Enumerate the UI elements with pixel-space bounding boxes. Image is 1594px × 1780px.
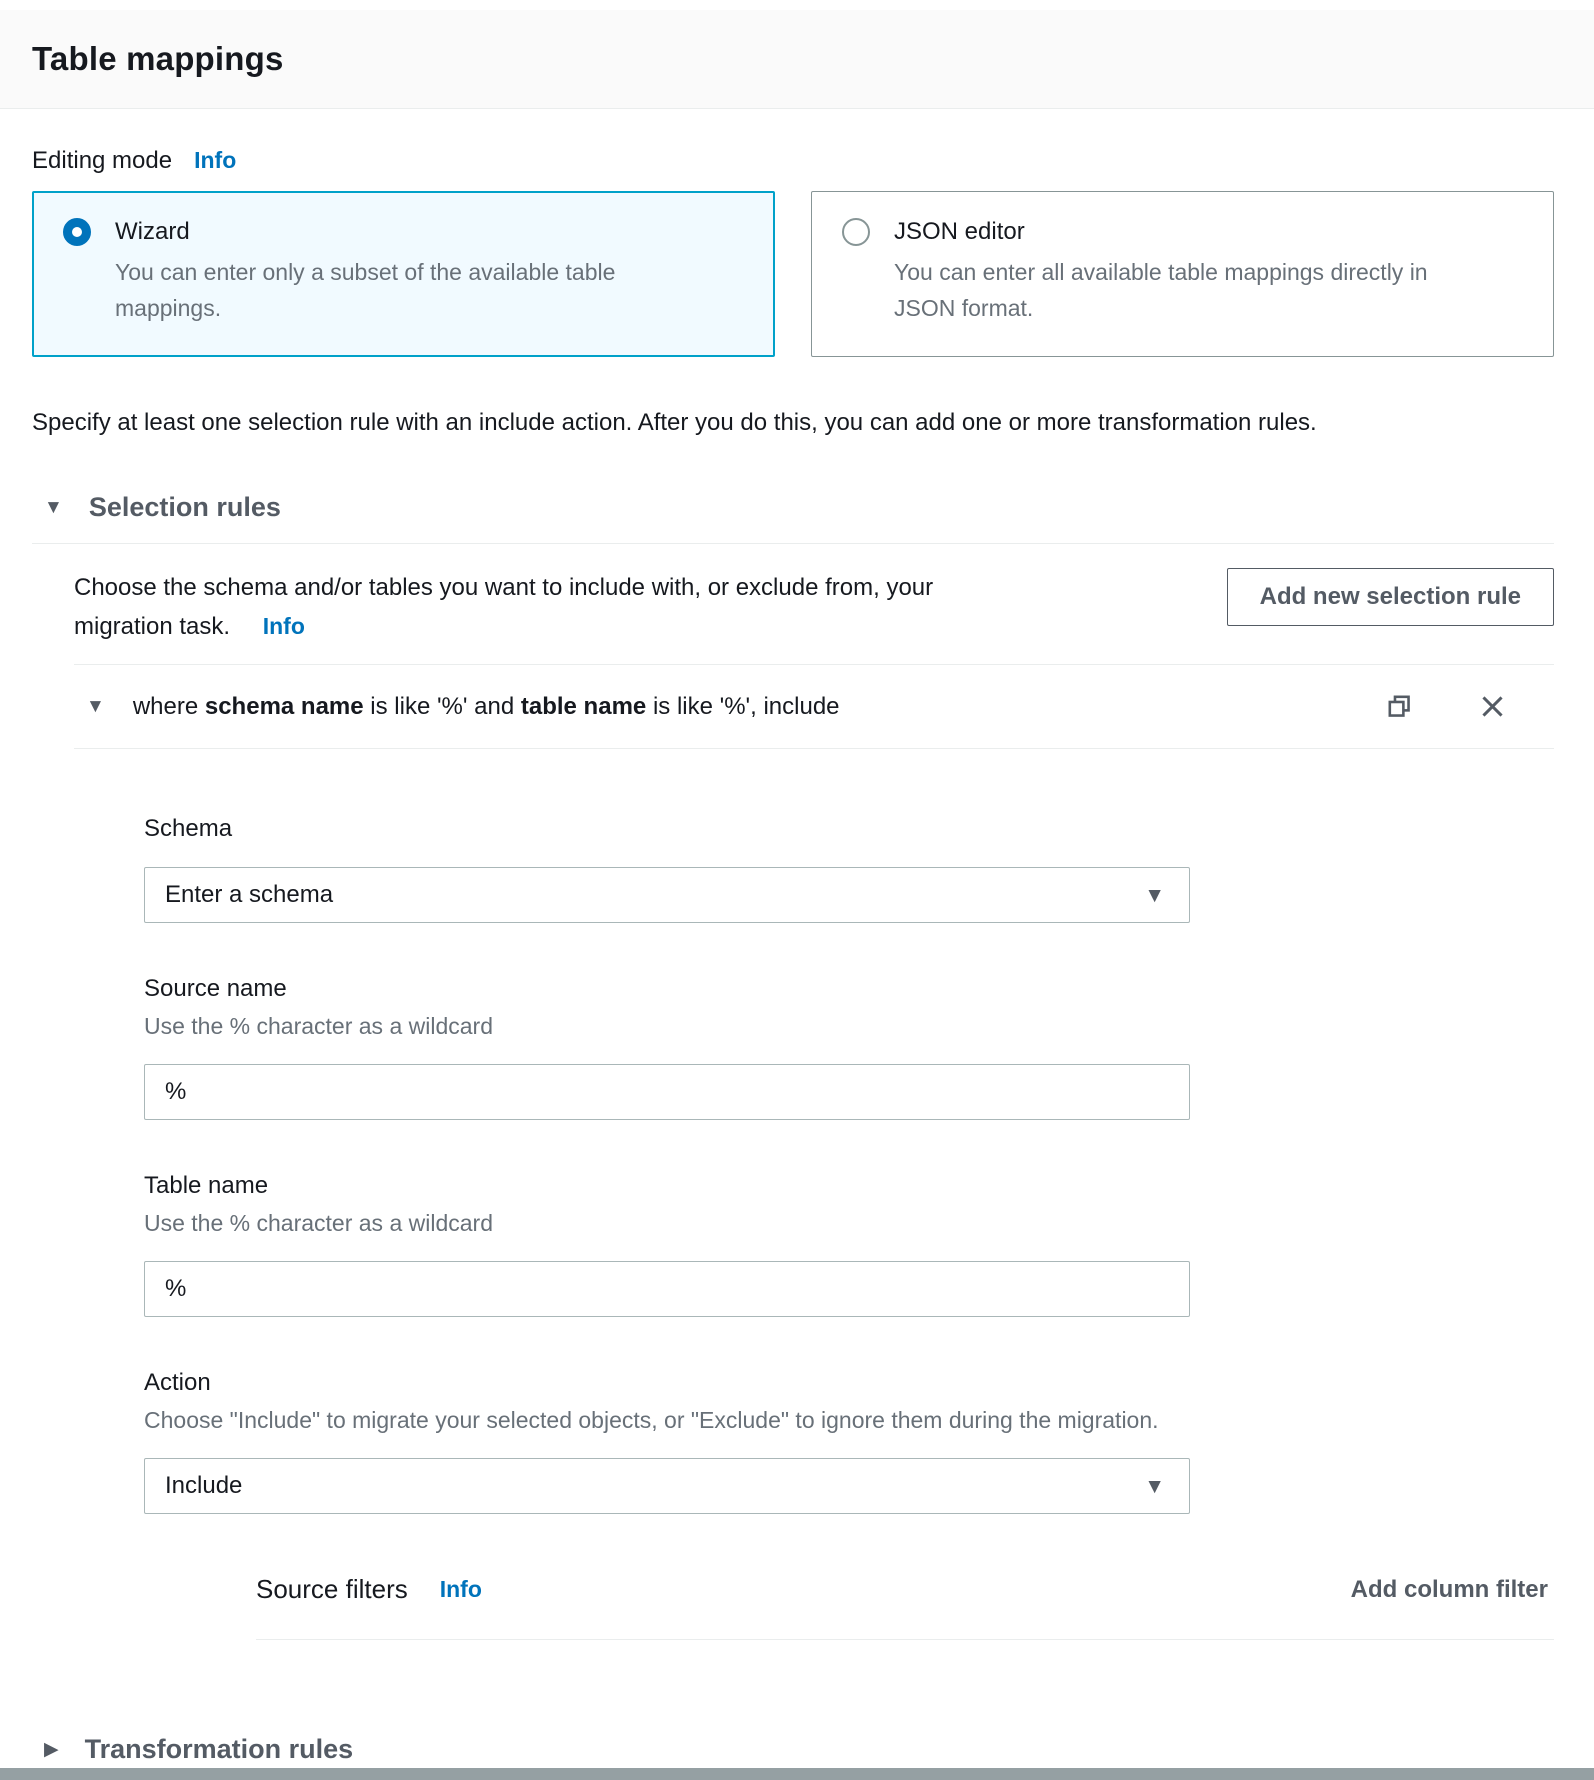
editing-mode-info-link[interactable]: Info	[194, 147, 237, 173]
json-editor-card-title: JSON editor	[894, 218, 1025, 245]
action-select[interactable]	[144, 1458, 1190, 1514]
source-name-helper: Use the % character as a wildcard	[144, 1013, 493, 1039]
wizard-card-title: Wizard	[115, 218, 190, 245]
schema-field-group	[144, 815, 1554, 923]
json-editor-card[interactable]	[811, 191, 1554, 357]
transformation-rules-title: Transformation rules	[84, 1733, 354, 1764]
rule-summary	[133, 693, 840, 721]
chevron-down-icon: ▼	[1144, 883, 1165, 907]
rule-summary-prefix: where	[132, 692, 199, 720]
rule-form	[144, 815, 1554, 1660]
selection-rules-description-text: Choose the schema and/or tables you want to include with, or exclude from, your migration task.	[74, 574, 934, 640]
selection-rules-section-header[interactable]	[32, 492, 1554, 544]
collapse-triangle-icon[interactable]: ▼	[44, 497, 63, 518]
source-filters-title: Source filters	[256, 1574, 408, 1604]
wizard-card-head	[63, 218, 744, 246]
source-name-field-group	[144, 975, 1554, 1120]
table-name-label: Table name	[144, 1172, 269, 1199]
wizard-radio-selected-icon[interactable]	[63, 218, 91, 246]
duplicate-rule-button[interactable]	[1384, 691, 1415, 722]
rule-summary-mid: is like '%' and	[370, 692, 515, 720]
action-label: Action	[144, 1369, 211, 1396]
bottom-scrollbar-track	[0, 1768, 1594, 1780]
intro-text: Specify at least one selection rule with an include action. After you do this, you can add one or more transformation rules.	[32, 409, 1317, 436]
rule-actions	[1384, 691, 1508, 722]
rule-summary-suffix: is like '%', include	[652, 692, 840, 720]
add-new-selection-rule-button[interactable]: Add new selection rule	[1227, 568, 1554, 626]
json-editor-card-description: You can enter all available table mappings directly in JSON format.	[894, 259, 1428, 321]
json-editor-card-head	[842, 218, 1523, 246]
selection-rules-description	[74, 568, 999, 646]
source-filters-row	[256, 1574, 1554, 1605]
copy-icon	[1384, 691, 1415, 722]
chevron-down-icon: ▼	[1144, 1474, 1165, 1498]
page-title: Table mappings	[32, 40, 284, 77]
source-name-label: Source name	[144, 975, 287, 1002]
schema-select[interactable]	[144, 867, 1190, 923]
rule-collapse-triangle-icon[interactable]: ▼	[86, 696, 105, 717]
source-filters-section	[256, 1574, 1554, 1640]
remove-rule-button[interactable]	[1477, 691, 1508, 722]
selection-rules-toolbar	[32, 568, 1554, 646]
close-icon	[1477, 691, 1508, 722]
schema-label: Schema	[144, 815, 233, 842]
action-field-group	[144, 1369, 1554, 1514]
selection-rules-info-link[interactable]: Info	[262, 613, 305, 639]
divider	[256, 1639, 1554, 1640]
table-name-input[interactable]	[144, 1261, 1190, 1317]
expand-triangle-icon[interactable]: ▶	[44, 1738, 59, 1760]
transformation-rules-section-header[interactable]	[32, 1734, 1554, 1765]
source-name-input[interactable]	[144, 1064, 1190, 1120]
source-filters-info-link[interactable]: Info	[439, 1576, 482, 1602]
schema-select-value: Enter a schema	[165, 881, 334, 908]
panel-content	[0, 147, 1594, 1765]
json-editor-radio-unselected-icon[interactable]	[842, 218, 870, 246]
wizard-card[interactable]	[32, 191, 775, 357]
editing-mode-cards	[32, 191, 1554, 357]
editing-mode-row	[32, 147, 1554, 175]
divider	[74, 748, 1554, 749]
rule-summary-table-token: table name	[520, 692, 647, 720]
wizard-card-description: You can enter only a subset of the available table mappings.	[115, 259, 616, 321]
table-name-helper: Use the % character as a wildcard	[144, 1210, 493, 1236]
action-select-value: Include	[165, 1472, 243, 1499]
editing-mode-label: Editing mode	[32, 147, 173, 174]
panel-header	[0, 10, 1594, 109]
selection-rule-row	[74, 665, 1554, 748]
add-column-filter-button[interactable]: Add column filter	[1345, 1575, 1554, 1605]
table-name-field-group	[144, 1172, 1554, 1317]
selection-rules-title: Selection rules	[88, 492, 281, 522]
action-helper: Choose "Include" to migrate your selected objects, or "Exclude" to ignore them during the migration.	[144, 1407, 1159, 1433]
rule-summary-schema-token: schema name	[204, 692, 364, 720]
